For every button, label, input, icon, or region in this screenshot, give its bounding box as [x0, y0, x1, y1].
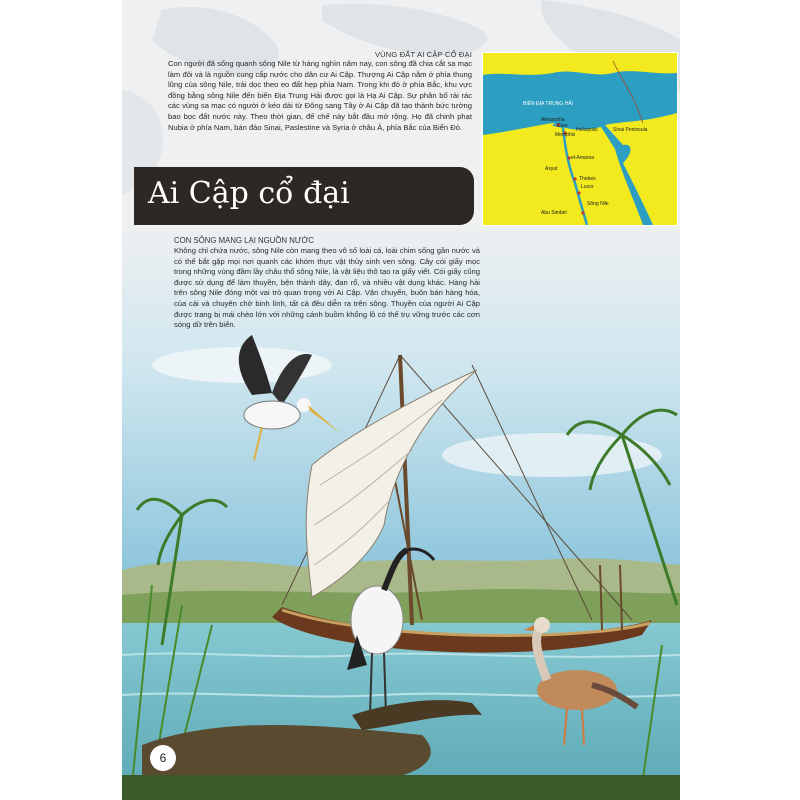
title-banner — [134, 167, 474, 225]
map-label-abu-simbel: Abu Simbel — [541, 210, 567, 216]
map-label-sea: BIỂN ĐỊA TRUNG HẢI — [523, 101, 573, 107]
map-label-heliopolis: Heliopolis — [576, 127, 598, 133]
map-label-giza: Giza — [557, 123, 568, 129]
page-title: Ai Cập cổ đại — [148, 176, 350, 211]
map-label-thebes: Thebes — [579, 176, 596, 182]
intro-paragraph: Con người đã sống quanh sông Nile từ hàng nghìn năm nay, con sông đã chia cắt sa mạc làm đôi và là nguồn cung cấp nước cho dân cư Ai Cập. Thượng Ai Cập nằm ở phía thung lũng của sông Nile, trải dọc theo eo đất hẹp phía Nam. Trong khi đó ở phía Bắc, khu vực đồng bằng sông Nile đến biển Địa Trung Hải được gọi là Hạ Ai Cập. Sự phân bố rải rác các vùng sa mạc có người ở kéo dài từ Đông sang Tây ở Ai Cập đã tạo thành bức tường bao bọc đất nước này. Theo thời gian, đế chế này bắt đầu mở rộng. Họ đã chinh phạt Nubia ở phía Nam, bán đảo Sinai, Paslestine và Syria ở châu Á, phía Bắc của Biển Đỏ. — [168, 59, 472, 132]
page-number: 6 — [150, 745, 176, 771]
map-label-alexandria: Alexandria — [541, 117, 565, 123]
map-label-asyut: Asyut — [545, 166, 558, 172]
map-label-luxor: Luxor — [581, 184, 594, 190]
map-label-el-amarna: el-Amarna — [571, 155, 595, 161]
intro-heading: VÙNG ĐẤT AI CẬP CỔ ĐẠI — [374, 50, 472, 59]
egypt-map — [482, 52, 678, 226]
egypt-map-drawing — [483, 53, 677, 225]
map-label-memphis: Memphis — [555, 132, 576, 138]
book-page — [122, 0, 680, 800]
map-label-nile: Sông Nile — [587, 201, 609, 207]
river-paragraph: Không chỉ chứa nước, sông Nile còn mang theo vô số loài cá, loài chim sống gần nước và có thể bắt gặp mọi nơi quanh các khóm thực vật thủy sinh ven sông. Cây cói giấy mọc trong những vùng đầm lầy châu thổ sông Nile, là vật liệu thô tạo ra giấy viết. Cói giấy cũng được sử dụng để làm thuyền, bện thành dây, đan rổ, và nhiều vật dụng khác. Hàng hải trên sông Nile đóng một vai trò quan trọng với Ai Cập. Vận chuyển, buôn bán hàng hóa, của cải và chuyên chở binh lính, tất cả đều diễn ra trên sông. Thuyền của người Ai Cập được trang bị mái chèo lớn với những cánh buồm khổng lồ có thể trụ vững trước các cơn sóng dữ trên biển. — [174, 246, 480, 330]
map-label-sinai: Sinai Peninsula — [613, 127, 648, 133]
river-heading: CON SÔNG MANG LẠI NGUỒN NƯỚC — [174, 236, 314, 245]
